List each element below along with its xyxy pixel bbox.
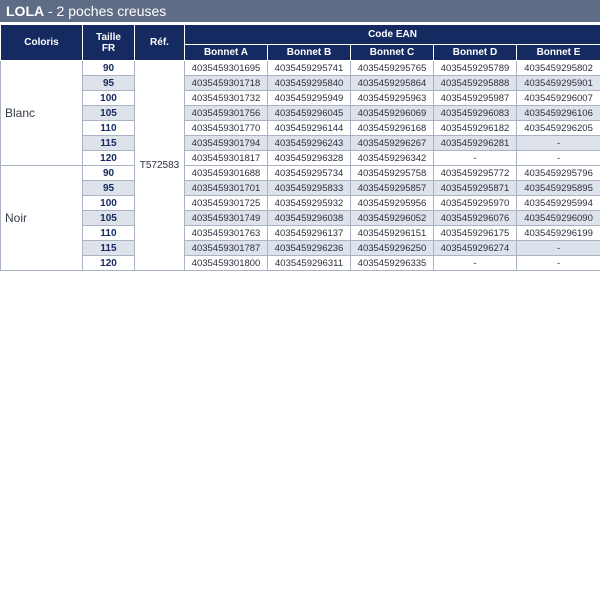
ean-cell: 4035459295833 [268,181,351,196]
ean-cell: 4035459296342 [351,151,434,166]
ean-cell: 4035459295765 [351,61,434,76]
ean-cell: 4035459301787 [185,241,268,256]
size-cell: 90 [83,166,135,181]
ean-cell: 4035459301756 [185,106,268,121]
header-coloris: Coloris [1,25,83,61]
ean-cell: 4035459296274 [434,241,517,256]
product-subtitle: - 2 poches creuses [44,3,167,19]
ean-cell: 4035459301732 [185,91,268,106]
size-cell: 110 [83,226,135,241]
header-cup: Bonnet C [351,45,434,61]
ean-cell: 4035459295888 [434,76,517,91]
ean-cell: 4035459296106 [517,106,600,121]
product-title [0,0,600,22]
ean-cell: 4035459296168 [351,121,434,136]
ean-cell: 4035459295895 [517,181,600,196]
ean-cell: 4035459295734 [268,166,351,181]
header-taille-line1: Taille [96,31,121,43]
ean-cell: 4035459295772 [434,166,517,181]
table-row [1,151,600,166]
size-cell: 120 [83,256,135,271]
size-cell: 100 [83,196,135,211]
ean-cell: 4035459296243 [268,136,351,151]
ref-cell: T572583 [135,61,185,271]
ean-cell: 4035459295901 [517,76,600,91]
ean-cell: 4035459296250 [351,241,434,256]
size-cell: 90 [83,61,135,76]
ean-cell: 4035459301817 [185,151,268,166]
ean-cell: - [517,256,600,271]
table-row [1,61,600,76]
ean-cell: 4035459295758 [351,166,434,181]
ean-cell: 4035459295956 [351,196,434,211]
header-cup: Bonnet D [434,45,517,61]
ean-cell: 4035459295864 [351,76,434,91]
color-cell: Noir [1,166,83,271]
ean-cell: 4035459301770 [185,121,268,136]
ean-cell: 4035459296151 [351,226,434,241]
ean-cell: 4035459301688 [185,166,268,181]
ean-cell: 4035459295857 [351,181,434,196]
ean-cell: 4035459296199 [517,226,600,241]
ean-cell: 4035459296045 [268,106,351,121]
ean-cell: 4035459296038 [268,211,351,226]
ean-cell: - [517,241,600,256]
size-cell: 105 [83,211,135,226]
ean-cell: 4035459296007 [517,91,600,106]
table-row [1,136,600,151]
header-code-ean: Code EAN [185,25,600,45]
header-taille [83,25,135,61]
ean-cell: 4035459296137 [268,226,351,241]
ean-cell: 4035459295932 [268,196,351,211]
table-row [1,211,600,226]
ean-cell: 4035459301800 [185,256,268,271]
header-cup: Bonnet B [268,45,351,61]
table-row [1,166,600,181]
product-name: LOLA [6,3,45,19]
ean-cell: 4035459301794 [185,136,268,151]
ean-cell: 4035459296205 [517,121,600,136]
table-row [1,181,600,196]
table-row [1,121,600,136]
ean-cell: 4035459301695 [185,61,268,76]
ean-cell: 4035459295796 [517,166,600,181]
ean-cell: 4035459301763 [185,226,268,241]
ean-cell: 4035459296144 [268,121,351,136]
product-sheet [0,0,600,271]
table-head [1,25,600,61]
ean-cell: 4035459295741 [268,61,351,76]
ean-cell: 4035459301718 [185,76,268,91]
table-row [1,256,600,271]
ean-cell: 4035459296236 [268,241,351,256]
size-cell: 95 [83,181,135,196]
ean-cell: 4035459296090 [517,211,600,226]
table-row [1,106,600,121]
ean-cell: - [434,256,517,271]
table-row [1,91,600,106]
ean-cell: 4035459296052 [351,211,434,226]
ean-cell: 4035459296182 [434,121,517,136]
ean-cell: 4035459295871 [434,181,517,196]
header-ref: Réf. [135,25,185,61]
ean-cell: - [517,151,600,166]
ean-cell: 4035459301725 [185,196,268,211]
ean-cell: 4035459296267 [351,136,434,151]
size-cell: 100 [83,91,135,106]
ean-cell: 4035459295789 [434,61,517,76]
ean-cell: 4035459296328 [268,151,351,166]
table-row [1,76,600,91]
size-cell: 105 [83,106,135,121]
ean-cell: 4035459296311 [268,256,351,271]
table-row [1,226,600,241]
ean-cell: 4035459301749 [185,211,268,226]
color-cell: Blanc [1,61,83,166]
size-cell: 120 [83,151,135,166]
ean-cell: 4035459295987 [434,91,517,106]
ean-cell: 4035459296083 [434,106,517,121]
size-cell: 95 [83,76,135,91]
ean-cell: 4035459296069 [351,106,434,121]
size-cell: 110 [83,121,135,136]
table-row [1,196,600,211]
header-cup: Bonnet A [185,45,268,61]
ean-cell: 4035459296076 [434,211,517,226]
ean-cell: 4035459296175 [434,226,517,241]
ean-cell: 4035459295949 [268,91,351,106]
header-taille-line2: FR [101,42,116,54]
ean-cell: 4035459295994 [517,196,600,211]
ean-cell: 4035459295963 [351,91,434,106]
ean-cell: - [517,136,600,151]
ean-cell: 4035459301701 [185,181,268,196]
ean-cell: - [434,151,517,166]
ean-cell: 4035459296335 [351,256,434,271]
ean-cell: 4035459295970 [434,196,517,211]
table-row [1,241,600,256]
table-body [1,61,600,271]
header-cup: Bonnet E [517,45,600,61]
size-cell: 115 [83,136,135,151]
ean-cell: 4035459295802 [517,61,600,76]
ean-cell: 4035459295840 [268,76,351,91]
ean-table [0,24,600,271]
size-cell: 115 [83,241,135,256]
ean-cell: 4035459296281 [434,136,517,151]
